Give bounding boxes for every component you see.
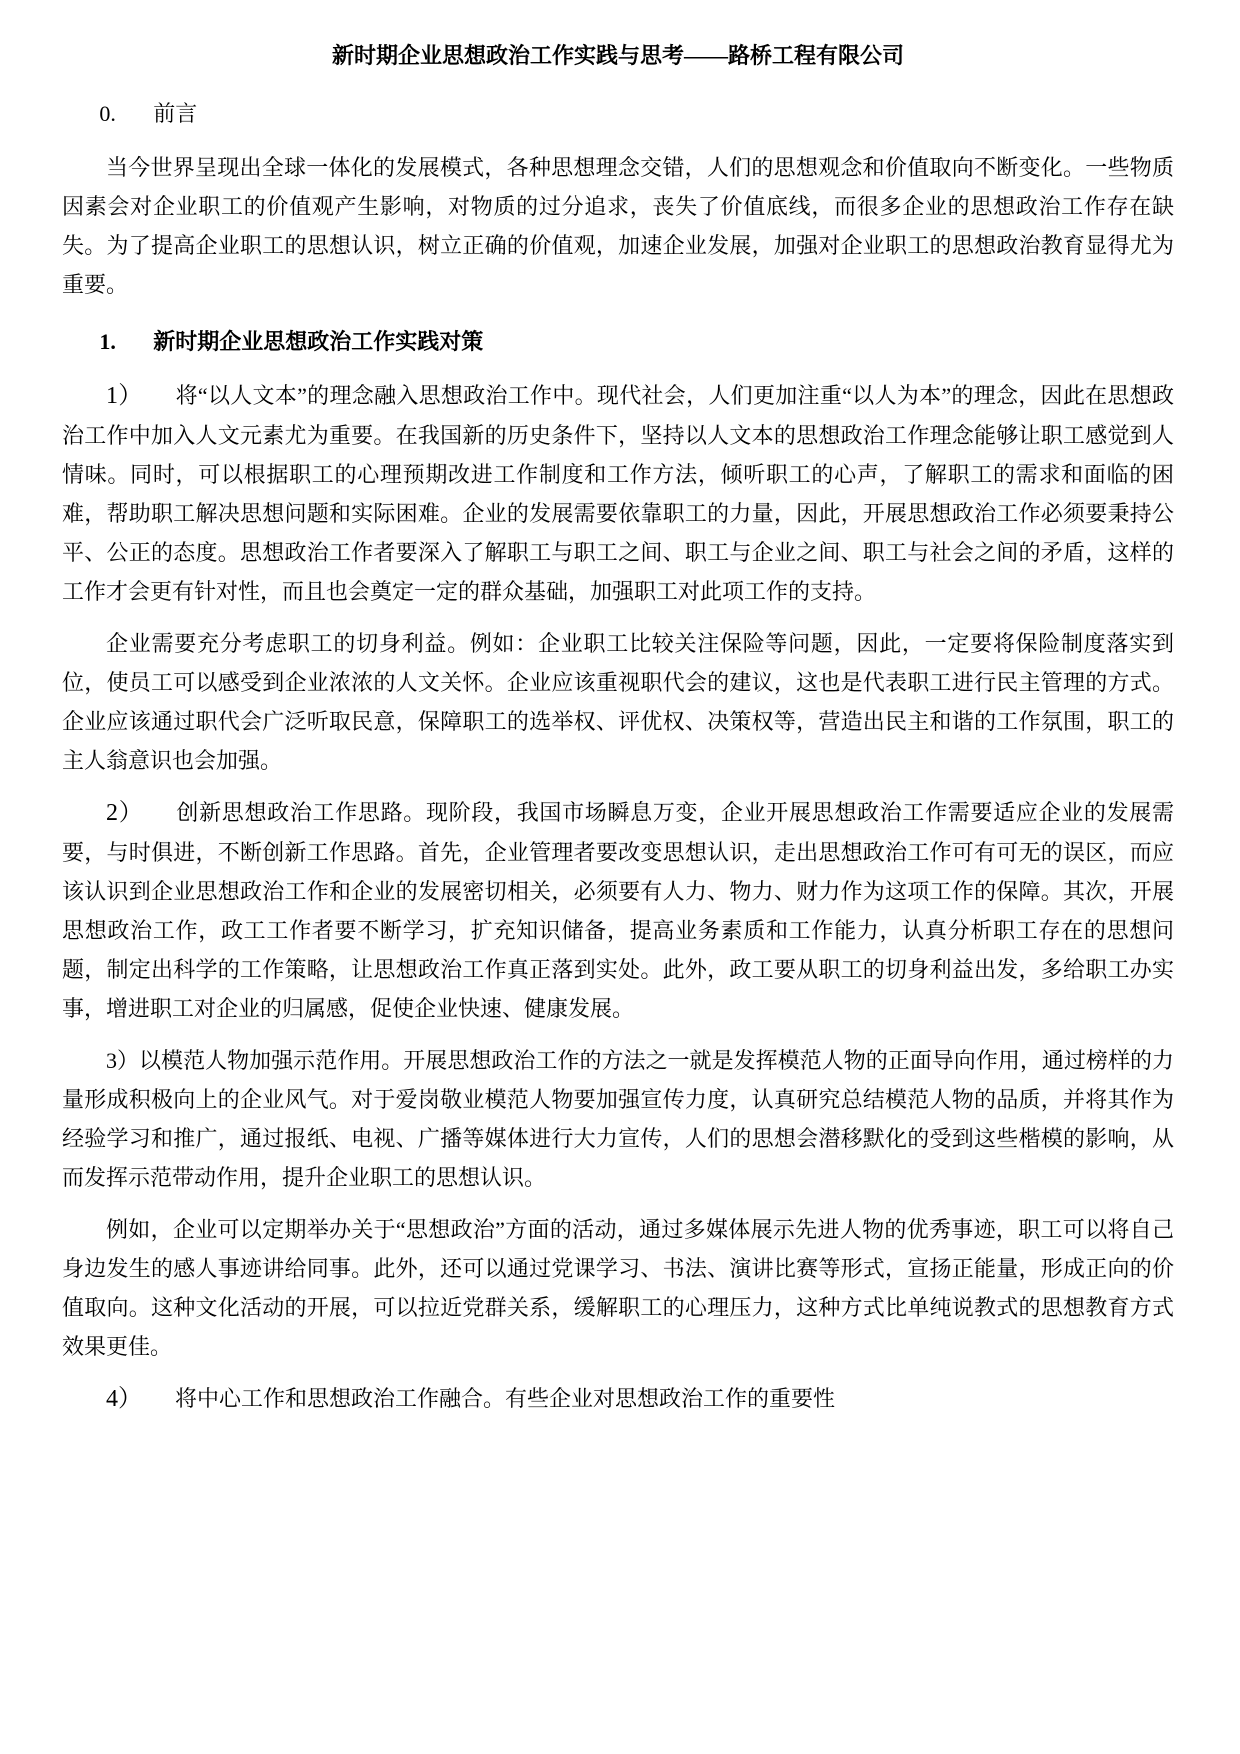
heading-label: 前言 [153, 101, 198, 126]
paragraph-point-4 [62, 1379, 1174, 1419]
heading-number: 0. [99, 101, 116, 126]
paragraph-point-1 [62, 376, 1174, 611]
paragraph-intro: 当今世界呈现出全球一体化的发展模式，各种思想理念交错，人们的思想观念和价值取向不断变化。一些物质因素会对企业职工的价值观产生影响，对物质的过分追求，丧失了价值底线，而很多企业的思想政治工作存在缺失。为了提高企业职工的思想认识，树立正确的价值观，加速企业发展，加强对企业职工的思想政治教育显得尤为重要。 [62, 155, 1174, 297]
paragraph-point-3: 3）以模范人物加强示范作用。开展思想政治工作的方法之一就是发挥模范人物的正面导向作用，通过榜样的力量形成积极向上的企业风气。对于爱岗敬业模范人物要加强宣传力度，认真研究总结模范人物的品质，并将其作为经验学习和推广，通过报纸、电视、广播等媒体进行大力宣传，人们的思想会潜移默化的受到这些楷模的影响，从而发挥示范带动作用，提升企业职工的思想认识。 [62, 1048, 1174, 1190]
document-title: 新时期企业思想政治工作实践与思考——路桥工程有限公司 [331, 43, 904, 68]
paragraph-point-2 [62, 793, 1174, 1028]
heading-number: 1. [99, 329, 116, 354]
paragraph-text: 将中心工作和思想政治工作融合。有些企业对思想政治工作的重要性 [175, 1386, 836, 1411]
list-marker: 2） [106, 800, 144, 826]
list-marker: 1） [106, 383, 143, 409]
paragraph-body: 企业需要充分考虑职工的切身利益。例如：企业职工比较关注保险等问题，因此，一定要将保险制度落实到位，使员工可以感受到企业浓浓的人文关怀。企业应该重视职代会的建议，这也是代表职工进行民主管理的方式。企业应该通过职代会广泛听取民意，保障职工的选举权、评优权、决策权等，营造出民主和谐的工作氛围，职工的主人翁意识也会加强。 [62, 631, 1174, 773]
paragraph-text: 将“以人文本”的理念融入思想政治工作中。现代社会，人们更加注重“以人为本”的理念，因此在思想政治工作中加入人文元素尤为重要。在我国新的历史条件下，坚持以人文本的思想政治工作理念能够让职工感觉到人情味。同时，可以根据职工的心理预期改进工作制度和工作方法，倾听职工的心声，了解职工的需求和面临的困难，帮助职工解决思想问题和实际困难。企业的发展需要依靠职工的力量，因此，开展思想政治工作必须要秉持公平、公正的态度。思想政治工作者要深入了解职工与职工之间、职工与企业之间、职工与社会之间的矛盾，这样的工作才会更有针对性，而且也会奠定一定的群众基础，加强职工对此项工作的支持。 [62, 383, 1175, 604]
heading-label: 新时期企业思想政治工作实践对策 [153, 329, 484, 354]
list-marker: 4） [106, 1386, 142, 1412]
heading-section-1 [62, 322, 1174, 362]
heading-preface [62, 94, 1174, 134]
paragraph-text: 创新思想政治工作思路。现阶段，我国市场瞬息万变，企业开展思想政治工作需要适应企业的发展需要，与时俱进，不断创新工作思路。首先，企业管理者要改变思想认识，走出思想政治工作可有可无的误区，而应该认识到企业思想政治工作和企业的发展密切相关，必须要有人力、物力、财力作为这项工作的保障。其次，开展思想政治工作，政工工作者要不断学习，扩充知识储备，提高业务素质和工作能力，认真分析职工存在的思想问题，制定出科学的工作策略，让思想政治工作真正落到实处。此外，政工要从职工的切身利益出发，多给职工办实事，增进职工对企业的归属感，促使企业快速、健康发展。 [62, 800, 1175, 1021]
paragraph-example: 例如，企业可以定期举办关于“思想政治”方面的活动，通过多媒体展示先进人物的优秀事迹，职工可以将自己身边发生的感人事迹讲给同事。此外，还可以通过党课学习、书法、演讲比赛等形式，宣扬正能量，形成正向的价值取向。这种文化活动的开展，可以拉近党群关系，缓解职工的心理压力，这种方式比单纯说教式的思想教育方式效果更佳。 [62, 1217, 1174, 1359]
